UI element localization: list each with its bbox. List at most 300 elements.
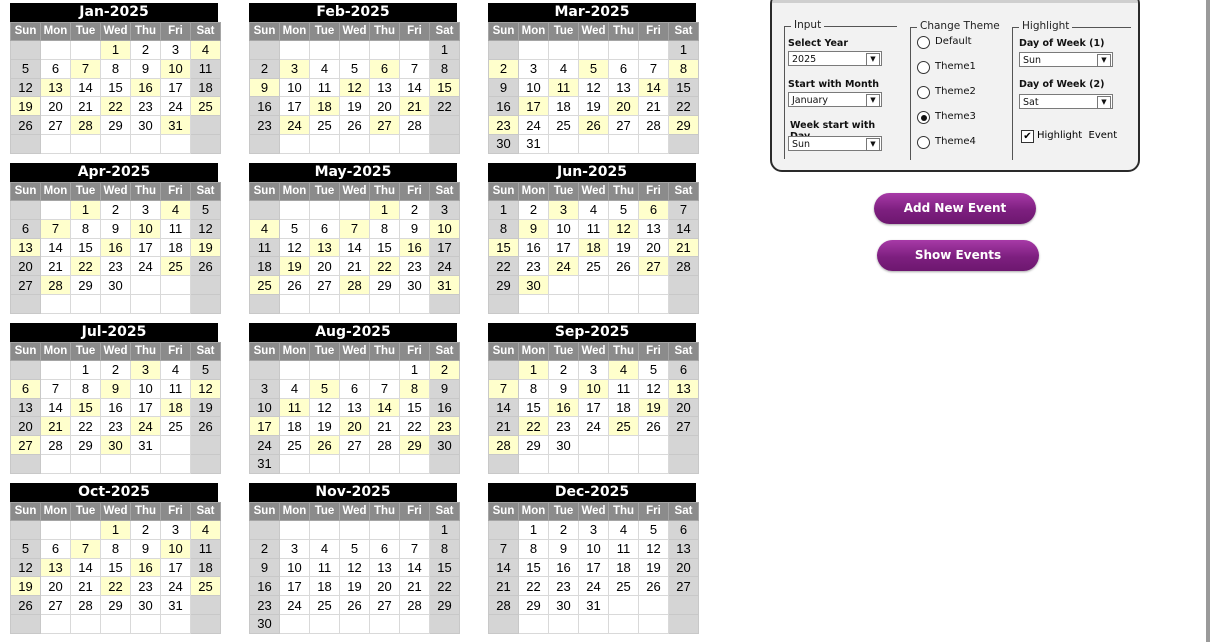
day-cell[interactable]: 31 bbox=[430, 276, 460, 295]
day-cell[interactable]: 3 bbox=[280, 539, 310, 558]
day-cell[interactable]: 11 bbox=[161, 379, 191, 398]
day-cell[interactable]: 21 bbox=[489, 577, 519, 596]
day-cell[interactable]: 28 bbox=[340, 276, 370, 295]
day-cell[interactable]: 17 bbox=[161, 78, 191, 97]
day-cell[interactable]: 7 bbox=[400, 539, 430, 558]
day-cell[interactable]: 25 bbox=[310, 116, 340, 135]
chevron-down-icon[interactable]: ▼ bbox=[1097, 54, 1111, 67]
day-cell[interactable]: 5 bbox=[340, 539, 370, 558]
day-cell[interactable]: 27 bbox=[310, 276, 340, 295]
day-cell[interactable]: 10 bbox=[131, 219, 161, 238]
day-cell[interactable]: 15 bbox=[430, 558, 460, 577]
radio-button-icon[interactable] bbox=[917, 111, 930, 124]
day-cell[interactable]: 25 bbox=[609, 417, 639, 436]
day-cell[interactable]: 31 bbox=[579, 596, 609, 615]
day-cell[interactable]: 24 bbox=[280, 596, 310, 615]
day-cell[interactable]: 11 bbox=[310, 78, 340, 97]
day-cell[interactable]: 17 bbox=[161, 558, 191, 577]
day-cell[interactable]: 8 bbox=[71, 379, 101, 398]
day-cell[interactable]: 14 bbox=[370, 398, 400, 417]
day-cell[interactable]: 7 bbox=[340, 219, 370, 238]
day-cell[interactable]: 22 bbox=[489, 257, 519, 276]
day-cell[interactable]: 4 bbox=[161, 201, 191, 220]
day-cell[interactable]: 11 bbox=[579, 219, 609, 238]
day-cell[interactable]: 29 bbox=[400, 436, 430, 455]
day-cell[interactable]: 1 bbox=[669, 41, 699, 60]
day-cell[interactable]: 18 bbox=[579, 238, 609, 257]
day-cell[interactable]: 13 bbox=[11, 398, 41, 417]
day-cell[interactable]: 14 bbox=[71, 558, 101, 577]
day-cell[interactable]: 26 bbox=[609, 257, 639, 276]
day-cell[interactable]: 1 bbox=[101, 41, 131, 60]
day-cell[interactable]: 11 bbox=[161, 219, 191, 238]
day-cell[interactable]: 26 bbox=[639, 417, 669, 436]
day-cell[interactable]: 27 bbox=[41, 596, 71, 615]
day-cell[interactable]: 31 bbox=[161, 596, 191, 615]
day-cell[interactable]: 19 bbox=[310, 417, 340, 436]
day-cell[interactable]: 18 bbox=[161, 398, 191, 417]
day-cell[interactable]: 2 bbox=[549, 521, 579, 540]
week-start-dropdown[interactable] bbox=[788, 136, 882, 151]
day-cell[interactable]: 27 bbox=[639, 257, 669, 276]
day-cell[interactable]: 23 bbox=[131, 97, 161, 116]
day-cell[interactable]: 14 bbox=[71, 78, 101, 97]
day-cell[interactable]: 31 bbox=[519, 134, 549, 153]
day-cell[interactable]: 21 bbox=[639, 97, 669, 116]
day-cell[interactable]: 12 bbox=[191, 219, 221, 238]
day-cell[interactable]: 12 bbox=[579, 78, 609, 97]
day-cell[interactable]: 25 bbox=[549, 116, 579, 135]
radio-button-icon[interactable] bbox=[917, 86, 930, 99]
day-cell[interactable]: 14 bbox=[639, 78, 669, 97]
day-cell[interactable]: 27 bbox=[11, 436, 41, 455]
add-new-event-button[interactable]: Add New Event bbox=[874, 193, 1036, 224]
day-cell[interactable]: 27 bbox=[11, 276, 41, 295]
day-cell[interactable]: 30 bbox=[549, 436, 579, 455]
day-cell[interactable]: 27 bbox=[669, 417, 699, 436]
day-cell[interactable]: 21 bbox=[41, 417, 71, 436]
day-cell[interactable]: 18 bbox=[310, 97, 340, 116]
day-cell[interactable]: 14 bbox=[489, 558, 519, 577]
day-cell[interactable]: 23 bbox=[400, 257, 430, 276]
day-cell[interactable]: 17 bbox=[250, 417, 280, 436]
day-cell[interactable]: 6 bbox=[669, 361, 699, 380]
day-cell[interactable]: 25 bbox=[579, 257, 609, 276]
day-cell[interactable]: 8 bbox=[669, 59, 699, 78]
day-cell[interactable]: 25 bbox=[161, 417, 191, 436]
day-cell[interactable]: 9 bbox=[101, 219, 131, 238]
day-cell[interactable]: 16 bbox=[131, 78, 161, 97]
day-cell[interactable]: 15 bbox=[519, 398, 549, 417]
day-cell[interactable]: 10 bbox=[250, 398, 280, 417]
day-cell[interactable]: 22 bbox=[430, 577, 460, 596]
day-cell[interactable]: 2 bbox=[101, 201, 131, 220]
day-cell[interactable]: 28 bbox=[71, 596, 101, 615]
day-cell[interactable]: 10 bbox=[579, 379, 609, 398]
day-cell[interactable]: 8 bbox=[519, 379, 549, 398]
day-cell[interactable]: 22 bbox=[101, 577, 131, 596]
day-cell[interactable]: 28 bbox=[639, 116, 669, 135]
radio-button-icon[interactable] bbox=[917, 136, 930, 149]
day-cell[interactable]: 11 bbox=[191, 539, 221, 558]
day-cell[interactable]: 8 bbox=[71, 219, 101, 238]
day-cell[interactable]: 16 bbox=[250, 97, 280, 116]
day-cell[interactable]: 19 bbox=[609, 238, 639, 257]
day-cell[interactable]: 1 bbox=[370, 201, 400, 220]
day-cell[interactable]: 22 bbox=[71, 417, 101, 436]
day-cell[interactable]: 21 bbox=[400, 97, 430, 116]
day-cell[interactable]: 19 bbox=[11, 97, 41, 116]
day-cell[interactable]: 6 bbox=[41, 59, 71, 78]
day-cell[interactable]: 26 bbox=[310, 436, 340, 455]
day-cell[interactable]: 29 bbox=[519, 596, 549, 615]
day-cell[interactable]: 15 bbox=[101, 558, 131, 577]
day-cell[interactable]: 4 bbox=[609, 361, 639, 380]
day-cell[interactable]: 21 bbox=[71, 97, 101, 116]
day-cell[interactable]: 2 bbox=[430, 361, 460, 380]
day-cell[interactable]: 6 bbox=[41, 539, 71, 558]
day-cell[interactable]: 3 bbox=[579, 361, 609, 380]
day-cell[interactable]: 14 bbox=[41, 238, 71, 257]
day-cell[interactable]: 8 bbox=[489, 219, 519, 238]
day-cell[interactable]: 30 bbox=[400, 276, 430, 295]
day-cell[interactable]: 6 bbox=[639, 201, 669, 220]
day-cell[interactable]: 21 bbox=[340, 257, 370, 276]
day-cell[interactable]: 11 bbox=[250, 238, 280, 257]
day-cell[interactable]: 14 bbox=[340, 238, 370, 257]
day-cell[interactable]: 17 bbox=[131, 398, 161, 417]
day-cell[interactable]: 2 bbox=[400, 201, 430, 220]
day-cell[interactable]: 30 bbox=[101, 436, 131, 455]
day-cell[interactable]: 18 bbox=[609, 398, 639, 417]
day-cell[interactable]: 10 bbox=[280, 558, 310, 577]
day-cell[interactable]: 18 bbox=[549, 97, 579, 116]
day-cell[interactable]: 4 bbox=[609, 521, 639, 540]
day-cell[interactable]: 24 bbox=[250, 436, 280, 455]
day-cell[interactable]: 11 bbox=[310, 558, 340, 577]
day-cell[interactable]: 24 bbox=[161, 97, 191, 116]
day-cell[interactable]: 29 bbox=[71, 436, 101, 455]
day-cell[interactable]: 1 bbox=[519, 521, 549, 540]
day-cell[interactable]: 14 bbox=[669, 219, 699, 238]
day-cell[interactable]: 20 bbox=[609, 97, 639, 116]
day-cell[interactable]: 17 bbox=[579, 558, 609, 577]
day-cell[interactable]: 10 bbox=[131, 379, 161, 398]
day-cell[interactable]: 12 bbox=[11, 78, 41, 97]
day-cell[interactable]: 19 bbox=[340, 577, 370, 596]
day-cell[interactable]: 1 bbox=[101, 521, 131, 540]
day-cell[interactable]: 4 bbox=[549, 59, 579, 78]
day-cell[interactable]: 23 bbox=[101, 257, 131, 276]
day-cell[interactable]: 25 bbox=[191, 577, 221, 596]
day-cell[interactable]: 5 bbox=[639, 361, 669, 380]
select-year-dropdown[interactable] bbox=[788, 51, 882, 66]
day-cell[interactable]: 2 bbox=[131, 41, 161, 60]
day-cell[interactable]: 4 bbox=[280, 379, 310, 398]
day-cell[interactable]: 4 bbox=[579, 201, 609, 220]
day-cell[interactable]: 18 bbox=[310, 577, 340, 596]
day-cell[interactable]: 12 bbox=[609, 219, 639, 238]
day-cell[interactable]: 19 bbox=[191, 238, 221, 257]
day-cell[interactable]: 15 bbox=[519, 558, 549, 577]
day-cell[interactable]: 9 bbox=[519, 219, 549, 238]
day-cell[interactable]: 3 bbox=[280, 59, 310, 78]
day-cell[interactable]: 30 bbox=[549, 596, 579, 615]
day-cell[interactable]: 9 bbox=[400, 219, 430, 238]
day-cell[interactable]: 2 bbox=[519, 201, 549, 220]
radio-button-icon[interactable] bbox=[917, 36, 930, 49]
day-cell[interactable]: 28 bbox=[71, 116, 101, 135]
day-cell[interactable]: 4 bbox=[191, 521, 221, 540]
day-cell[interactable]: 23 bbox=[549, 577, 579, 596]
chevron-down-icon[interactable]: ▼ bbox=[866, 94, 880, 107]
day-cell[interactable]: 21 bbox=[71, 577, 101, 596]
day-cell[interactable]: 17 bbox=[280, 577, 310, 596]
day-cell[interactable]: 24 bbox=[131, 417, 161, 436]
day-cell[interactable]: 9 bbox=[250, 558, 280, 577]
day-cell[interactable]: 14 bbox=[489, 398, 519, 417]
day-cell[interactable]: 2 bbox=[250, 539, 280, 558]
day-cell[interactable]: 13 bbox=[370, 558, 400, 577]
day-cell[interactable]: 13 bbox=[609, 78, 639, 97]
day-cell[interactable]: 25 bbox=[609, 577, 639, 596]
day-cell[interactable]: 9 bbox=[131, 539, 161, 558]
day-cell[interactable]: 7 bbox=[639, 59, 669, 78]
chevron-down-icon[interactable]: ▼ bbox=[866, 138, 880, 151]
day-cell[interactable]: 5 bbox=[579, 59, 609, 78]
day-cell[interactable]: 1 bbox=[519, 361, 549, 380]
day-cell[interactable]: 22 bbox=[519, 577, 549, 596]
day-cell[interactable]: 24 bbox=[549, 257, 579, 276]
day-cell[interactable]: 31 bbox=[250, 454, 280, 473]
day-cell[interactable]: 16 bbox=[549, 398, 579, 417]
day-cell[interactable]: 7 bbox=[489, 539, 519, 558]
day-cell[interactable]: 24 bbox=[430, 257, 460, 276]
day-cell[interactable]: 18 bbox=[161, 238, 191, 257]
day-cell[interactable]: 21 bbox=[41, 257, 71, 276]
day-cell[interactable]: 13 bbox=[41, 558, 71, 577]
day-cell[interactable]: 11 bbox=[191, 59, 221, 78]
day-cell[interactable]: 10 bbox=[280, 78, 310, 97]
day-cell[interactable]: 26 bbox=[280, 276, 310, 295]
day-cell[interactable]: 9 bbox=[430, 379, 460, 398]
day-cell[interactable]: 31 bbox=[131, 436, 161, 455]
day-cell[interactable]: 2 bbox=[101, 361, 131, 380]
day-cell[interactable]: 7 bbox=[370, 379, 400, 398]
day-cell[interactable]: 20 bbox=[340, 417, 370, 436]
day-cell[interactable]: 29 bbox=[101, 116, 131, 135]
day-cell[interactable]: 23 bbox=[131, 577, 161, 596]
day-cell[interactable]: 1 bbox=[400, 361, 430, 380]
day-cell[interactable]: 14 bbox=[400, 558, 430, 577]
day-cell[interactable]: 8 bbox=[400, 379, 430, 398]
day-cell[interactable]: 7 bbox=[71, 539, 101, 558]
highlight-event-checkbox[interactable]: ✔ bbox=[1021, 130, 1034, 143]
day-cell[interactable]: 15 bbox=[400, 398, 430, 417]
day-cell[interactable]: 7 bbox=[669, 201, 699, 220]
day-cell[interactable]: 8 bbox=[101, 59, 131, 78]
day-cell[interactable]: 3 bbox=[161, 521, 191, 540]
day-cell[interactable]: 16 bbox=[489, 97, 519, 116]
day-cell[interactable]: 9 bbox=[101, 379, 131, 398]
day-cell[interactable]: 1 bbox=[71, 361, 101, 380]
day-cell[interactable]: 9 bbox=[250, 78, 280, 97]
day-cell[interactable]: 12 bbox=[639, 539, 669, 558]
day-cell[interactable]: 28 bbox=[400, 596, 430, 615]
day-cell[interactable]: 3 bbox=[579, 521, 609, 540]
day-cell[interactable]: 29 bbox=[489, 276, 519, 295]
day-cell[interactable]: 28 bbox=[370, 436, 400, 455]
day-cell[interactable]: 13 bbox=[41, 78, 71, 97]
day-cell[interactable]: 15 bbox=[71, 398, 101, 417]
day-cell[interactable]: 30 bbox=[250, 614, 280, 633]
day-cell[interactable]: 26 bbox=[639, 577, 669, 596]
day-cell[interactable]: 28 bbox=[489, 436, 519, 455]
day-cell[interactable]: 20 bbox=[370, 577, 400, 596]
day-cell[interactable]: 30 bbox=[489, 134, 519, 153]
day-cell[interactable]: 9 bbox=[549, 539, 579, 558]
day-cell[interactable]: 11 bbox=[609, 539, 639, 558]
day-cell[interactable]: 2 bbox=[131, 521, 161, 540]
day-cell[interactable]: 5 bbox=[11, 59, 41, 78]
day-cell[interactable]: 23 bbox=[489, 116, 519, 135]
day-cell[interactable]: 19 bbox=[639, 558, 669, 577]
day-cell[interactable]: 26 bbox=[579, 116, 609, 135]
day-cell[interactable]: 27 bbox=[41, 116, 71, 135]
day-cell[interactable]: 14 bbox=[41, 398, 71, 417]
day-cell[interactable]: 8 bbox=[370, 219, 400, 238]
day-cell[interactable]: 22 bbox=[430, 97, 460, 116]
day-cell[interactable]: 26 bbox=[340, 596, 370, 615]
day-cell[interactable]: 22 bbox=[519, 417, 549, 436]
day-cell[interactable]: 3 bbox=[161, 41, 191, 60]
day-cell[interactable]: 5 bbox=[11, 539, 41, 558]
day-cell[interactable]: 7 bbox=[489, 379, 519, 398]
day-cell[interactable]: 20 bbox=[41, 97, 71, 116]
day-cell[interactable]: 27 bbox=[669, 577, 699, 596]
day-cell[interactable]: 8 bbox=[519, 539, 549, 558]
day-cell[interactable]: 25 bbox=[250, 276, 280, 295]
day-cell[interactable]: 23 bbox=[250, 116, 280, 135]
day-cell[interactable]: 20 bbox=[41, 577, 71, 596]
day-cell[interactable]: 30 bbox=[519, 276, 549, 295]
day-cell[interactable]: 12 bbox=[280, 238, 310, 257]
day-cell[interactable]: 12 bbox=[639, 379, 669, 398]
day-cell[interactable]: 13 bbox=[370, 78, 400, 97]
day-cell[interactable]: 25 bbox=[161, 257, 191, 276]
day-cell[interactable]: 30 bbox=[430, 436, 460, 455]
day-cell[interactable]: 5 bbox=[310, 379, 340, 398]
day-cell[interactable]: 4 bbox=[161, 361, 191, 380]
day-cell[interactable]: 26 bbox=[11, 116, 41, 135]
day-cell[interactable]: 22 bbox=[370, 257, 400, 276]
day-cell[interactable]: 29 bbox=[430, 596, 460, 615]
day-cell[interactable]: 12 bbox=[310, 398, 340, 417]
day-cell[interactable]: 30 bbox=[101, 276, 131, 295]
day-cell[interactable]: 16 bbox=[519, 238, 549, 257]
day-cell[interactable]: 28 bbox=[489, 596, 519, 615]
chevron-down-icon[interactable]: ▼ bbox=[1097, 96, 1111, 109]
day-cell[interactable]: 13 bbox=[340, 398, 370, 417]
day-cell[interactable]: 9 bbox=[549, 379, 579, 398]
day-cell[interactable]: 3 bbox=[131, 201, 161, 220]
day-cell[interactable]: 11 bbox=[549, 78, 579, 97]
day-cell[interactable]: 25 bbox=[191, 97, 221, 116]
day-cell[interactable]: 1 bbox=[71, 201, 101, 220]
day-cell[interactable]: 13 bbox=[669, 539, 699, 558]
day-cell[interactable]: 16 bbox=[549, 558, 579, 577]
day-cell[interactable]: 8 bbox=[101, 539, 131, 558]
day-cell[interactable]: 18 bbox=[191, 558, 221, 577]
day-cell[interactable]: 11 bbox=[280, 398, 310, 417]
day-cell[interactable]: 30 bbox=[131, 596, 161, 615]
day-cell[interactable]: 1 bbox=[430, 41, 460, 60]
dow1-dropdown[interactable] bbox=[1019, 52, 1113, 67]
day-cell[interactable]: 23 bbox=[549, 417, 579, 436]
day-cell[interactable]: 2 bbox=[489, 59, 519, 78]
day-cell[interactable]: 8 bbox=[430, 539, 460, 558]
day-cell[interactable]: 16 bbox=[101, 398, 131, 417]
day-cell[interactable]: 28 bbox=[669, 257, 699, 276]
day-cell[interactable]: 9 bbox=[489, 78, 519, 97]
day-cell[interactable]: 19 bbox=[191, 398, 221, 417]
day-cell[interactable]: 17 bbox=[519, 97, 549, 116]
day-cell[interactable]: 12 bbox=[11, 558, 41, 577]
day-cell[interactable]: 20 bbox=[669, 558, 699, 577]
day-cell[interactable]: 6 bbox=[340, 379, 370, 398]
day-cell[interactable]: 7 bbox=[71, 59, 101, 78]
day-cell[interactable]: 23 bbox=[101, 417, 131, 436]
day-cell[interactable]: 16 bbox=[101, 238, 131, 257]
day-cell[interactable]: 29 bbox=[71, 276, 101, 295]
day-cell[interactable]: 9 bbox=[131, 59, 161, 78]
day-cell[interactable]: 13 bbox=[639, 219, 669, 238]
day-cell[interactable]: 26 bbox=[340, 116, 370, 135]
day-cell[interactable]: 15 bbox=[71, 238, 101, 257]
day-cell[interactable]: 6 bbox=[609, 59, 639, 78]
day-cell[interactable]: 29 bbox=[101, 596, 131, 615]
day-cell[interactable]: 5 bbox=[639, 521, 669, 540]
day-cell[interactable]: 19 bbox=[280, 257, 310, 276]
day-cell[interactable]: 8 bbox=[430, 59, 460, 78]
day-cell[interactable]: 3 bbox=[519, 59, 549, 78]
day-cell[interactable]: 14 bbox=[400, 78, 430, 97]
start-month-dropdown[interactable] bbox=[788, 92, 882, 107]
day-cell[interactable]: 24 bbox=[579, 417, 609, 436]
day-cell[interactable]: 3 bbox=[131, 361, 161, 380]
day-cell[interactable]: 24 bbox=[161, 577, 191, 596]
day-cell[interactable]: 5 bbox=[191, 201, 221, 220]
day-cell[interactable]: 6 bbox=[370, 59, 400, 78]
day-cell[interactable]: 28 bbox=[41, 276, 71, 295]
day-cell[interactable]: 5 bbox=[340, 59, 370, 78]
day-cell[interactable]: 5 bbox=[191, 361, 221, 380]
day-cell[interactable]: 12 bbox=[191, 379, 221, 398]
day-cell[interactable]: 20 bbox=[11, 257, 41, 276]
day-cell[interactable]: 6 bbox=[370, 539, 400, 558]
day-cell[interactable]: 18 bbox=[609, 558, 639, 577]
day-cell[interactable]: 25 bbox=[280, 436, 310, 455]
day-cell[interactable]: 7 bbox=[41, 219, 71, 238]
day-cell[interactable]: 18 bbox=[191, 78, 221, 97]
day-cell[interactable]: 23 bbox=[250, 596, 280, 615]
day-cell[interactable]: 6 bbox=[310, 219, 340, 238]
day-cell[interactable]: 20 bbox=[370, 97, 400, 116]
day-cell[interactable]: 28 bbox=[400, 116, 430, 135]
day-cell[interactable]: 30 bbox=[131, 116, 161, 135]
chevron-down-icon[interactable]: ▼ bbox=[866, 53, 880, 66]
day-cell[interactable]: 15 bbox=[430, 78, 460, 97]
